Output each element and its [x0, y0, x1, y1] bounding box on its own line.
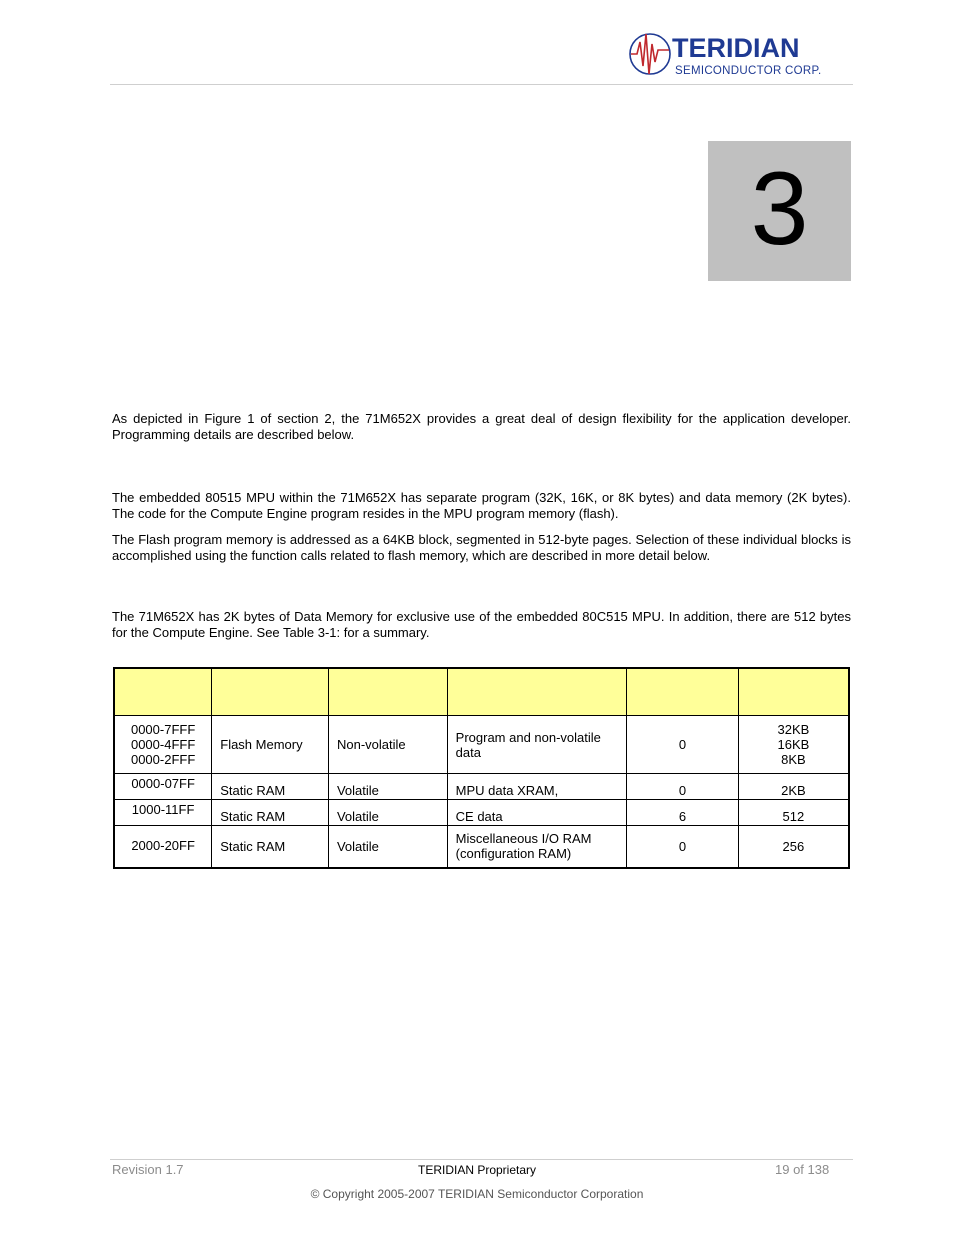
copyright-notice: © Copyright 2005-2007 TERIDIAN Semiconductor Corporation	[310, 1187, 644, 1201]
paragraph-flash-memory: The Flash program memory is addressed as a 64KB block, segmented in 512-byte pages. Selection of these individual blocks is accomplished using the function calls related to flash memory, which are described in more detail below.	[112, 532, 851, 563]
usage-cell: MPU data XRAM,	[447, 774, 627, 800]
size-cell: 2KB	[738, 774, 849, 800]
table-row	[114, 826, 849, 868]
header-cell	[447, 668, 627, 716]
address-cell: 2000-20FF	[114, 826, 212, 868]
volatility-cell: Volatile	[328, 826, 447, 868]
header-cell	[738, 668, 849, 716]
table-row	[114, 774, 849, 800]
memory-type-cell: Static RAM	[212, 826, 329, 868]
table-header-row	[114, 668, 849, 716]
usage-cell: Program and non-volatile data	[447, 716, 627, 774]
wait-states-cell: 0	[627, 774, 739, 800]
table-row	[114, 716, 849, 774]
header-divider	[110, 84, 853, 85]
address-cell: 0000-07FF	[114, 774, 212, 800]
teridian-logo	[628, 30, 833, 80]
proprietary-label: TERIDIAN Proprietary	[417, 1163, 537, 1177]
paragraph-data-memory: The 71M652X has 2K bytes of Data Memory for exclusive use of the embedded 80C515 MPU. In addition, there are 512 bytes for the Compute Engine. See Table 3-1: for a summary.	[112, 609, 851, 640]
header-cell	[328, 668, 447, 716]
chapter-number-box	[708, 141, 851, 281]
usage-cell: Miscellaneous I/O RAM (configuration RAM)	[447, 826, 627, 868]
header-cell	[114, 668, 212, 716]
address-cell: 1000-11FF	[114, 800, 212, 826]
wait-states-cell: 0	[627, 716, 739, 774]
memory-type-cell: Static RAM	[212, 774, 329, 800]
size-cell: 256	[738, 826, 849, 868]
logo-subtitle: SEMICONDUCTOR CORP.	[675, 65, 822, 77]
memory-type-cell: Static RAM	[212, 800, 329, 826]
header-cell	[212, 668, 329, 716]
paragraph-mpu-memory: The embedded 80515 MPU within the 71M652X has separate program (32K, 16K, or 8K bytes) and data memory (2K bytes). The code for the Compute Engine program resides in the MPU program memory (flash).	[112, 490, 851, 521]
address-cell: 0000-7FFF 0000-4FFF 0000-2FFF	[114, 716, 212, 774]
header-cell	[627, 668, 739, 716]
revision-label: Revision 1.7	[112, 1162, 184, 1177]
chapter-number: 3	[750, 151, 809, 267]
volatility-cell: Non-volatile	[328, 716, 447, 774]
size-cell: 512	[738, 800, 849, 826]
volatility-cell: Volatile	[328, 800, 447, 826]
table-row	[114, 800, 849, 826]
memory-type-cell: Flash Memory	[212, 716, 329, 774]
footer-divider	[110, 1159, 853, 1160]
volatility-cell: Volatile	[328, 774, 447, 800]
wait-states-cell: 0	[627, 826, 739, 868]
memory-map-table	[113, 667, 850, 869]
page-number: 19 of 138	[775, 1162, 830, 1177]
wait-states-cell: 6	[627, 800, 739, 826]
logo-wordmark: TERIDIAN	[672, 33, 800, 63]
size-cell: 32KB 16KB 8KB	[738, 716, 849, 774]
paragraph-intro: As depicted in Figure 1 of section 2, the 71M652X provides a great deal of design flexibility for the application developer. Programming details are described below.	[112, 411, 851, 442]
logo-globe-icon	[630, 34, 670, 74]
usage-cell: CE data	[447, 800, 627, 826]
